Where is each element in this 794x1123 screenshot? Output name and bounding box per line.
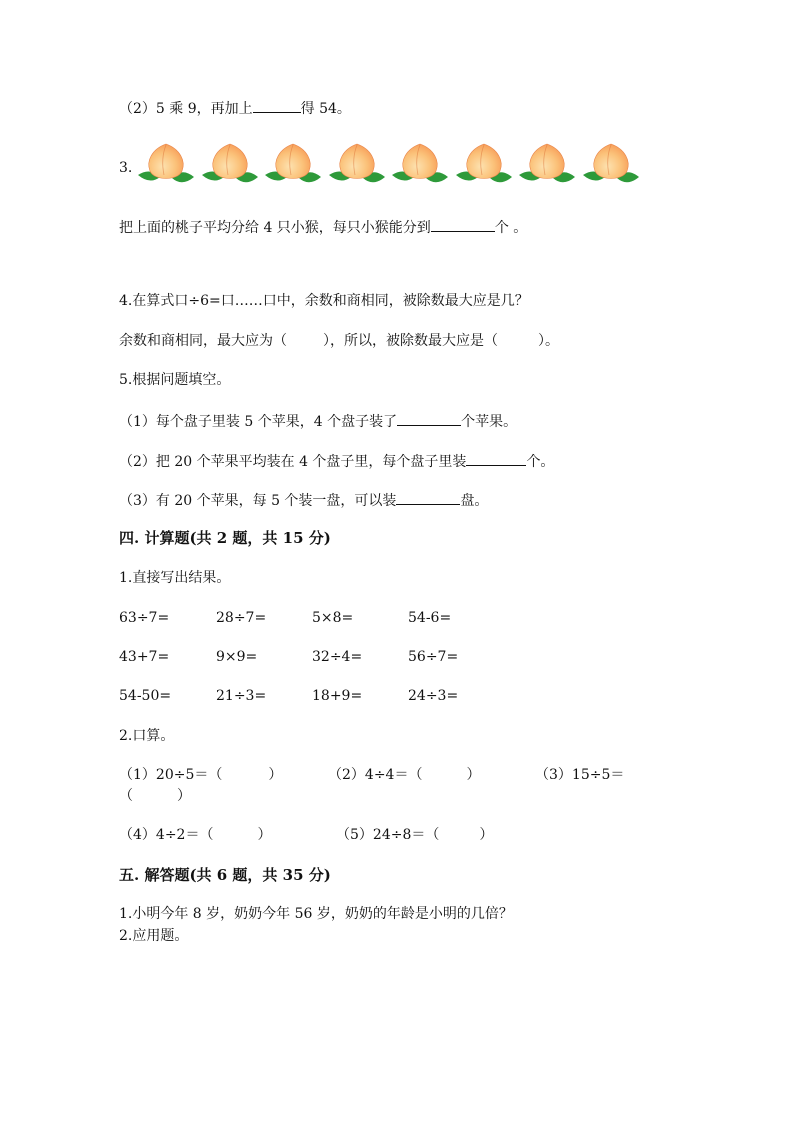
q5-item-prefix: （1）每个盘子里装 5 个苹果，4 个盘子装了 [119, 414, 398, 430]
section-5-q1: 1.小明今年 8 岁，奶奶今年 56 岁，奶奶的年龄是小明的几倍？ [119, 906, 513, 922]
question-5-item [119, 490, 488, 510]
q3-prefix: 把上面的桃子平均分给 4 只小猴，每只小猴能分到 [119, 220, 431, 236]
oral-close: ） [466, 767, 481, 783]
q5-item-suffix: 个苹果。 [461, 414, 518, 430]
section-4-q2-title: 2.口算。 [119, 728, 175, 744]
question-5-item [119, 411, 517, 431]
question-3-text [119, 217, 527, 237]
oral-expr: （4）4÷2＝（ [119, 827, 214, 843]
q2-2-suffix: 得 54。 [300, 101, 351, 117]
answer-blank[interactable] [396, 490, 460, 505]
calc-cell: 32÷4= [312, 649, 363, 665]
peach-icon [454, 141, 514, 189]
oral-expr: （ [119, 788, 133, 804]
peach-icon [136, 141, 196, 189]
section-4-q1-title: 1.直接写出结果。 [119, 570, 231, 586]
q4-answer-c: ）。 [538, 333, 559, 349]
calc-cell: 43+7= [119, 649, 170, 665]
answer-blank[interactable] [466, 451, 526, 466]
calc-cell: 63÷7= [119, 610, 170, 626]
q5-item-suffix: 盘。 [460, 493, 489, 509]
q5-item-suffix: 个。 [526, 454, 555, 470]
calc-cell: 21÷3= [216, 688, 267, 704]
q5-item-prefix: （3）有 20 个苹果，每 5 个装一盘，可以装 [119, 493, 397, 509]
calc-cell: 54-6= [408, 610, 452, 626]
peach-icon [390, 141, 450, 189]
question-3-number: 3. [119, 160, 133, 176]
question-4-answer [119, 332, 559, 350]
calc-cell: 18+9= [312, 688, 363, 704]
peach-row [136, 141, 646, 189]
section-5-q2: 2.应用题。 [119, 928, 189, 944]
oral-item [535, 766, 624, 784]
peach-icon [327, 141, 387, 189]
q5-item-prefix: （2）把 20 个苹果平均装在 4 个盘子里，每个盘子里装 [119, 454, 467, 470]
oral-expr: （3）15÷5＝ [535, 767, 625, 783]
oral-item [336, 826, 493, 844]
peach-icon [200, 141, 260, 189]
answer-blank[interactable] [397, 411, 461, 426]
peach-icon [263, 141, 323, 189]
calc-cell: 9×9= [216, 649, 258, 665]
answer-blank[interactable] [431, 217, 495, 232]
oral-close: ） [479, 827, 494, 843]
oral-close: ） [257, 827, 272, 843]
oral-expr: （1）20÷5＝（ [119, 767, 223, 783]
calc-cell: 24÷3= [408, 688, 459, 704]
q2-2-prefix: （2）5 乘 9，再加上 [119, 101, 253, 117]
section-5-heading: 五. 解答题(共 6 题，共 35 分) [119, 866, 331, 884]
question-5-title: 5.根据问题填空。 [119, 372, 231, 388]
calc-cell: 5×8= [312, 610, 354, 626]
question-2-2 [119, 98, 351, 118]
oral-close: ） [268, 767, 283, 783]
q3-suffix: 个 。 [494, 220, 528, 236]
question-4: 4.在算式口÷6=口……口中，余数和商相同，被除数最大应是几？ [119, 293, 529, 309]
oral-item [119, 826, 271, 844]
oral-item [328, 766, 480, 784]
oral-item [119, 787, 191, 805]
peach-icon [517, 141, 577, 189]
peach-icon [581, 141, 641, 189]
section-4-heading: 四. 计算题(共 2 题，共 15 分) [119, 529, 331, 547]
question-5-item [119, 451, 554, 471]
calc-cell: 28÷7= [216, 610, 267, 626]
oral-item [119, 766, 282, 784]
calc-cell: 54-50= [119, 688, 172, 704]
oral-expr: （2）4÷4＝（ [328, 767, 423, 783]
q4-answer-b: ），所以，被除数最大应是（ [323, 333, 498, 349]
answer-blank[interactable] [253, 98, 301, 113]
calc-cell: 56÷7= [408, 649, 459, 665]
q4-answer-a: 余数和商相同，最大应为（ [119, 333, 287, 349]
oral-close: ） [177, 788, 191, 804]
oral-expr: （5）24÷8＝（ [336, 827, 440, 843]
